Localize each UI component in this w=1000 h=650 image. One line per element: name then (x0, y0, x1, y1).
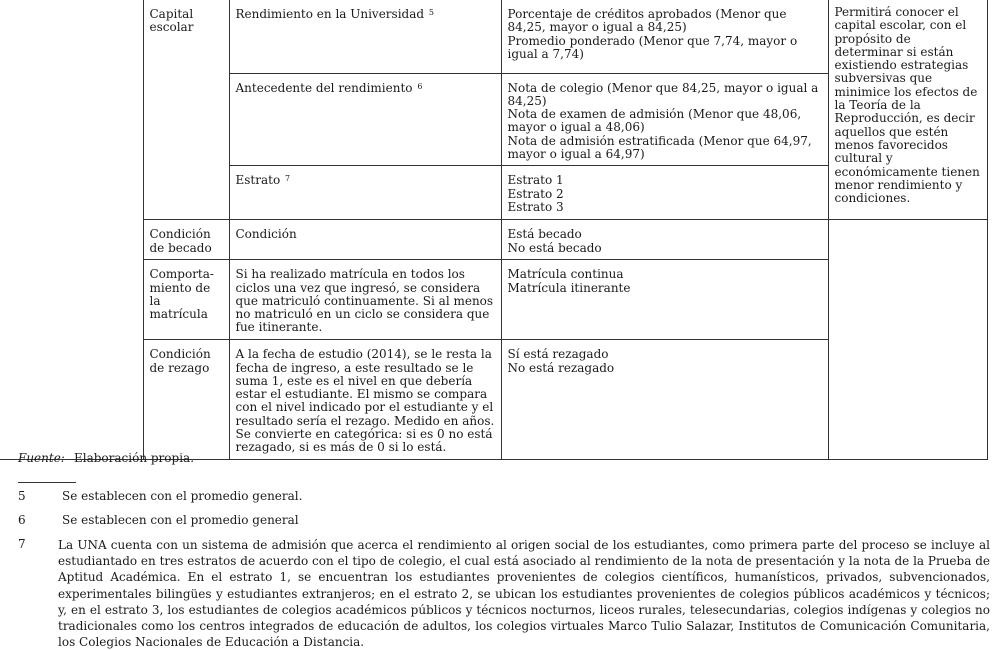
indicator-cell (229, 73, 501, 166)
note-text: Permitirá conocer el capital escolar, con el propósito de determinar si están existiendo estrategias subversivas que minimice los efectos de la Teoría de la Reproducción, es decir aquellos que estén menos favorecidos cultural y económicamente tienen menor rendimiento y condiciones. (834, 5, 980, 206)
category-label: Comporta-miento de la matrícula (149, 267, 214, 322)
footnote-text: La UNA cuenta con un sistema de admisión que acerca el rendimiento al origen social de los estudiantes, como primera parte del proceso se incluye al estudiantado en tres estratos de acuerdo con el tipo de colegio, el cual está asociado al rendimiento de la nota de presentación y la nota de la Prueba de Aptitud Académica. En el estrato 1, se encuentran los estudiantes provenientes de colegios científicos, humanísticos, privados, subvencionados, experimentales bilingües y estudiantes extranjeros; en el estrato 2, se ubican los estudiantes provenientes de colegios públicos académicos y técnicos; y, en el estrato 3, los estudiantes de colegios académicos públicos y técnicos nocturnos, liceos rurales, telesecundarias, colegios indígenas y colegios no tradicionales como los centros integrados de educación de adultos, los colegios virtuales Marco Tulio Salazar, Institutos de Comunicación Comunitaria, los Colegios Nacionales de Educación a Distancia. (58, 538, 990, 650)
indicator-cell (229, 340, 501, 459)
footnote-ref: 5 (428, 8, 434, 17)
footnote-7 (18, 537, 990, 650)
source-label: Fuente: (18, 451, 65, 465)
value-line: Estrato 1 (507, 173, 564, 188)
footnote-number: 6 (18, 513, 26, 527)
values-cell (501, 73, 828, 166)
values-cell (501, 220, 828, 260)
category-label: Condición de becado (149, 227, 212, 255)
value-line: Promedio ponderado (Menor que 7,74, mayor o igual a 7,74) (507, 33, 798, 61)
table-source (18, 451, 194, 465)
footnote-number: 7 (18, 537, 26, 551)
value-line: Estrato 2 (507, 186, 564, 201)
values-cell (501, 340, 828, 459)
indicator-label: Si ha realizado matrícula en todos los ciclos una vez que ingresó, se considera que matriculó continuamente. Si al menos no matriculó en un ciclo se considera que fue itinerante. (235, 267, 494, 335)
indicator-label: A la fecha de estudio (2014), se le resta la fecha de ingreso, a este resultado se le suma 1, este es el nivel en que debería estar el estudiante. El mismo se compara con el nivel indicado por el estudiante y el resultado sería el rezago. Medido en años. Se convierte en categórica: si es 0 no está rezagado, si es más de 0 si lo está. (235, 347, 495, 455)
footnote-text: Se establecen con el promedio general (62, 513, 299, 527)
indicator-label: Condición (235, 227, 297, 242)
note-cell (828, 0, 987, 220)
category-label: Capital escolar (149, 7, 194, 35)
indicator-cell (229, 166, 501, 220)
category-cell (143, 0, 229, 220)
value-line: Nota de admisión estratificada (Menor que 64,97, mayor o igual a 64,97) (507, 133, 812, 161)
footnote-number: 5 (18, 489, 26, 503)
blank-note-cell (828, 220, 987, 260)
indicator-cell (229, 0, 501, 73)
blank-note-cell (828, 340, 987, 459)
category-cell (143, 220, 229, 260)
blank-note-cell (828, 260, 987, 340)
footnote-5 (18, 489, 990, 503)
category-cell (143, 260, 229, 340)
indicator-cell (229, 260, 501, 340)
blank-left-column (0, 0, 143, 459)
values-cell (501, 0, 828, 73)
indicator-label: Estrato (235, 173, 281, 188)
value-line: Estrato 3 (507, 199, 564, 214)
footnote-ref: 7 (285, 174, 291, 184)
indicator-label: Antecedente del rendimiento (235, 80, 413, 95)
value-line: Nota de colegio (Menor que 84,25, mayor o igual a 84,25) (507, 80, 819, 108)
value-line: Matrícula continua (507, 267, 624, 282)
value-line: Está becado (507, 227, 582, 242)
indicator-label: Rendimiento en la Universidad (235, 7, 425, 21)
footnote-6 (18, 513, 990, 527)
source-text: Elaboración propia. (74, 451, 195, 465)
value-line: No está becado (507, 240, 602, 255)
value-line: Matrícula itinerante (507, 280, 631, 295)
footnote-ref: 6 (417, 81, 423, 91)
value-line: No está rezagado (507, 360, 615, 375)
value-line: Sí está rezagado (507, 347, 609, 362)
value-line: Nota de examen de admisión (Menor que 48,06, mayor o igual a 48,06) (507, 107, 802, 135)
indicator-cell (229, 220, 501, 260)
footnote-text: Se establecen con el promedio general. (62, 489, 303, 503)
category-cell (143, 340, 229, 459)
category-label: Condición de rezago (149, 347, 211, 375)
values-cell (501, 166, 828, 220)
footnote-separator (18, 482, 76, 483)
values-cell (501, 260, 828, 340)
value-line: Porcentaje de créditos aprobados (Menor que 84,25, mayor o igual a 84,25) (507, 7, 787, 35)
